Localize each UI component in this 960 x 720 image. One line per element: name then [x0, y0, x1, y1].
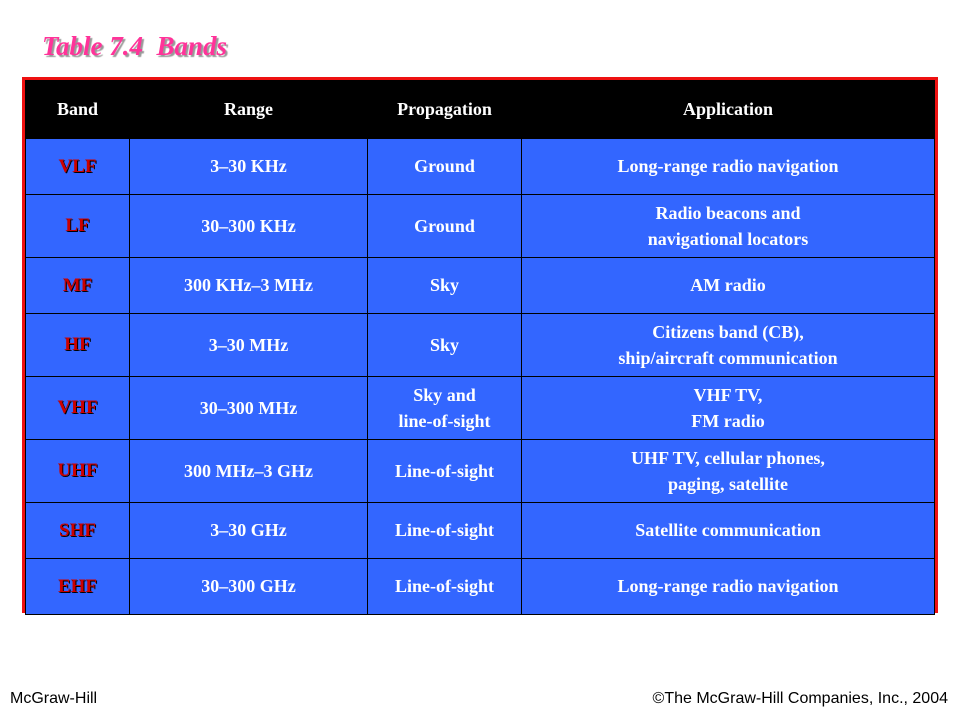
bands-table	[25, 80, 935, 615]
propagation-cell	[368, 440, 522, 503]
range-cell: 3–30 KHz	[130, 139, 368, 195]
propagation-line: Ground	[414, 215, 475, 236]
application-line: VHF TV,	[693, 384, 763, 405]
application-cell	[522, 377, 935, 440]
propagation-line: Sky	[429, 275, 460, 296]
application-line: ship/aircraft communication	[618, 348, 838, 368]
range-cell: 30–300 KHz	[130, 195, 368, 258]
range-cell: 3–30 MHz	[130, 314, 368, 377]
table-body	[26, 139, 935, 615]
bands-table-frame	[22, 77, 938, 613]
application-cell	[522, 139, 935, 195]
propagation-cell	[368, 258, 522, 314]
application-cell	[522, 559, 935, 615]
header-band: Band	[26, 81, 130, 139]
application-cell	[522, 314, 935, 377]
table-row	[26, 314, 935, 377]
propagation-cell	[368, 559, 522, 615]
band-cell: UHF	[26, 440, 130, 503]
header-range: Range	[130, 81, 368, 139]
propagation-cell	[368, 377, 522, 440]
range-cell: 3–30 GHz	[130, 503, 368, 559]
propagation-line: line-of-sight	[398, 411, 491, 431]
propagation-line: Sky	[429, 334, 460, 355]
band-cell: LF	[26, 195, 130, 258]
propagation-cell	[368, 139, 522, 195]
footer-publisher: McGraw-Hill	[10, 690, 98, 707]
application-line: navigational locators	[647, 229, 809, 249]
table-row	[26, 377, 935, 440]
application-line: FM radio	[691, 411, 765, 431]
table-row	[26, 559, 935, 615]
slide-title: Table 7.4 Bands	[42, 31, 228, 61]
application-line: AM radio	[690, 275, 766, 296]
application-line: UHF TV, cellular phones,	[631, 447, 825, 468]
propagation-cell	[368, 195, 522, 258]
propagation-line: Sky and	[413, 384, 476, 405]
application-line: paging, satellite	[668, 474, 788, 494]
range-cell: 300 MHz–3 GHz	[130, 440, 368, 503]
table-row	[26, 258, 935, 314]
band-cell: EHF	[26, 559, 130, 615]
band-cell: VHF	[26, 377, 130, 440]
table-header-row	[26, 81, 935, 139]
application-cell	[522, 195, 935, 258]
propagation-line: Line-of-sight	[395, 460, 494, 481]
application-cell	[522, 440, 935, 503]
table-row	[26, 195, 935, 258]
band-cell: SHF	[26, 503, 130, 559]
header-propagation: Propagation	[368, 81, 522, 139]
footer-copyright: ©The McGraw-Hill Companies, Inc., 2004	[652, 690, 948, 707]
propagation-line: Line-of-sight	[395, 520, 494, 541]
application-line: Long-range radio navigation	[617, 156, 839, 177]
table-row	[26, 440, 935, 503]
propagation-cell	[368, 314, 522, 377]
application-line: Long-range radio navigation	[617, 576, 839, 597]
application-line: Satellite communication	[635, 520, 821, 541]
band-cell: HF	[26, 314, 130, 377]
application-line: Radio beacons and	[655, 202, 801, 223]
band-cell: MF	[26, 258, 130, 314]
table-row	[26, 139, 935, 195]
range-cell: 30–300 GHz	[130, 559, 368, 615]
application-line: Citizens band (CB),	[652, 321, 804, 342]
propagation-cell	[368, 503, 522, 559]
header-application: Application	[522, 81, 935, 139]
range-cell: 300 KHz–3 MHz	[130, 258, 368, 314]
propagation-line: Line-of-sight	[395, 576, 494, 597]
band-cell: VLF	[26, 139, 130, 195]
range-cell: 30–300 MHz	[130, 377, 368, 440]
application-cell	[522, 503, 935, 559]
application-cell	[522, 258, 935, 314]
table-row	[26, 503, 935, 559]
propagation-line: Ground	[414, 156, 475, 177]
